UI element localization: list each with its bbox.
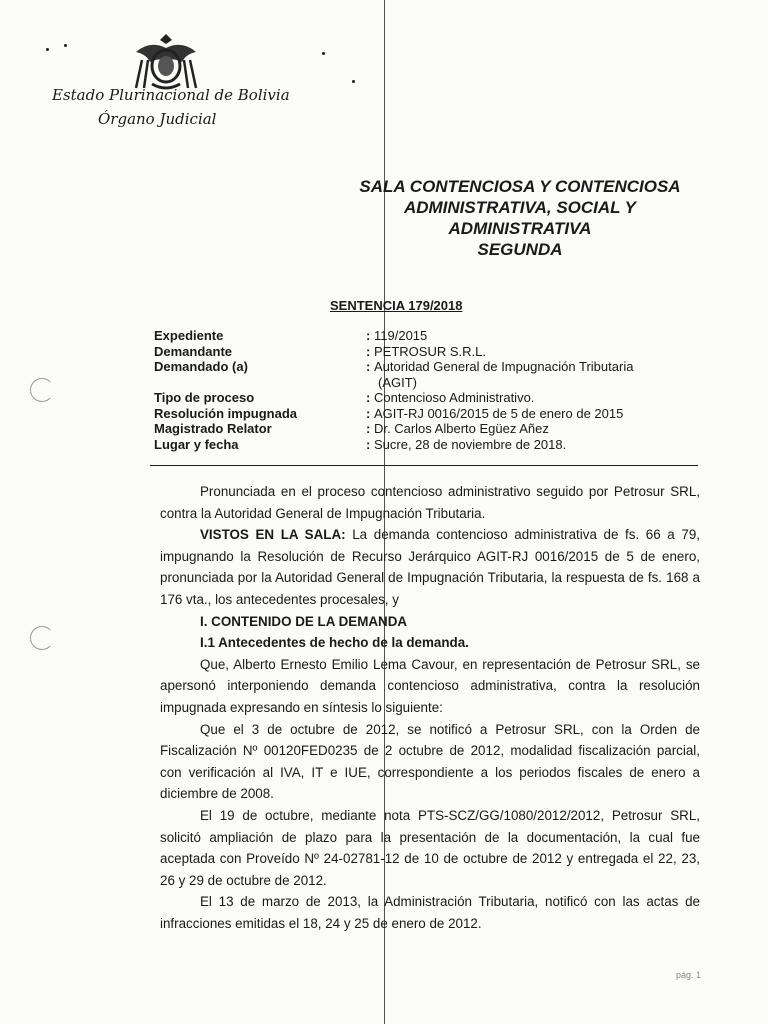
meta-label: Tipo de proceso: [154, 390, 255, 405]
paragraph: El 19 de octubre, mediante nota PTS-SCZ/GG/1080/2012/2012, Petrosur SRL, solicitó ampliación de plazo para la presentación de la documentación, la cual fue aceptada con Proveído Nº 24-02781-12 de 10 de octubre de 2012 y entregada el 22, 23, 26 y 29 de octubre de 2012.: [160, 807, 700, 888]
meta-label: Lugar y fecha: [154, 436, 239, 452]
scan-speck: [352, 80, 355, 83]
section-divider: [150, 465, 698, 466]
chamber-title-line: ADMINISTRATIVA, SOCIAL Y: [403, 198, 637, 217]
scan-speck: [46, 48, 49, 51]
paragraph: [160, 524, 700, 610]
letterhead-organ: Órgano Judicial: [98, 110, 217, 128]
subsection-heading: I.1 Antecedentes de hecho de la demanda.: [200, 635, 469, 651]
section-heading: I. CONTENIDO DE LA DEMANDA: [200, 613, 408, 629]
meta-value: Autoridad General de Impugnación Tributaria: [374, 359, 634, 374]
meta-label: Expediente: [154, 328, 224, 343]
vistos-lead: VISTOS EN LA SALA:: [200, 527, 346, 543]
meta-value: AGIT-RJ 0016/2015 de 5 de enero de 2015: [374, 405, 624, 421]
meta-value: Dr. Carlos Alberto Egüez Añez: [374, 421, 549, 436]
meta-label: Resolución impugnada: [154, 405, 298, 421]
chamber-title-line: ADMINISTRATIVA: [448, 219, 592, 238]
letterhead-state: Estado Plurinacional de Bolivia: [52, 86, 290, 104]
chamber-title: [320, 176, 720, 260]
meta-label: Magistrado Relator: [154, 421, 272, 436]
meta-label: Demandante: [154, 343, 233, 359]
sentence-number: SENTENCIA 179/2018: [330, 298, 463, 313]
meta-value: Contencioso Administrativo.: [374, 390, 535, 405]
paragraph: El 13 de marzo de 2013, la Administración Tributaria, notificó con las actas de infracciones emitidas el 18, 24 y 25 de enero de 2012.: [160, 894, 700, 931]
meta-value: PETROSUR S.R.L.: [374, 343, 486, 359]
meta-value: 119/2015: [374, 328, 428, 343]
meta-value: (AGIT): [378, 374, 417, 390]
paragraph-text: La demanda contencioso administrativa de fs. 66 a 79, impugnando la Resolución de Recurso Jerárquico AGIT-RJ 0016/2015 de 5 de enero, pronunciada por la Autoridad General de Impugnación Tributaria, la respuesta de fs. 168 a 176 vta., los antecedentes procesales, y: [160, 527, 700, 607]
meta-label: Demandado (a): [154, 359, 248, 374]
scan-speck: [322, 52, 325, 55]
scan-speck: [64, 44, 67, 47]
meta-value: Sucre, 28 de noviembre de 2018.: [374, 436, 567, 452]
paragraph: Pronunciada en el proceso contencioso administrativo seguido por Petrosur SRL, contra la Autoridad General de Impugnación Tributaria.: [160, 484, 700, 521]
judgment-body: [160, 481, 700, 934]
coat-of-arms-icon: [128, 30, 204, 94]
chamber-title-line: SALA CONTENCIOSA Y CONTENCIOSA: [359, 177, 681, 196]
punch-hole: [30, 378, 54, 402]
punch-hole: [30, 626, 54, 650]
page-number: pág. 1: [676, 970, 702, 980]
paragraph: Que el 3 de octubre de 2012, se notificó a Petrosur SRL, con la Orden de Fiscalización Nº 00120FED0235 de 2 octubre de 2012, modalidad fiscalización parcial, con verificación al IVA, IT e IUE, correspondiente a los periodos fiscales de enero a diciembre de 2008.: [160, 721, 700, 802]
paragraph: Que, Alberto Ernesto Emilio Lema Cavour, en representación de Petrosur SRL, se apersonó interponiendo demanda contencioso administrativa, contra la resolución impugnada expresando en síntesis lo siguiente:: [160, 656, 700, 715]
chamber-title-line: SEGUNDA: [477, 240, 563, 259]
